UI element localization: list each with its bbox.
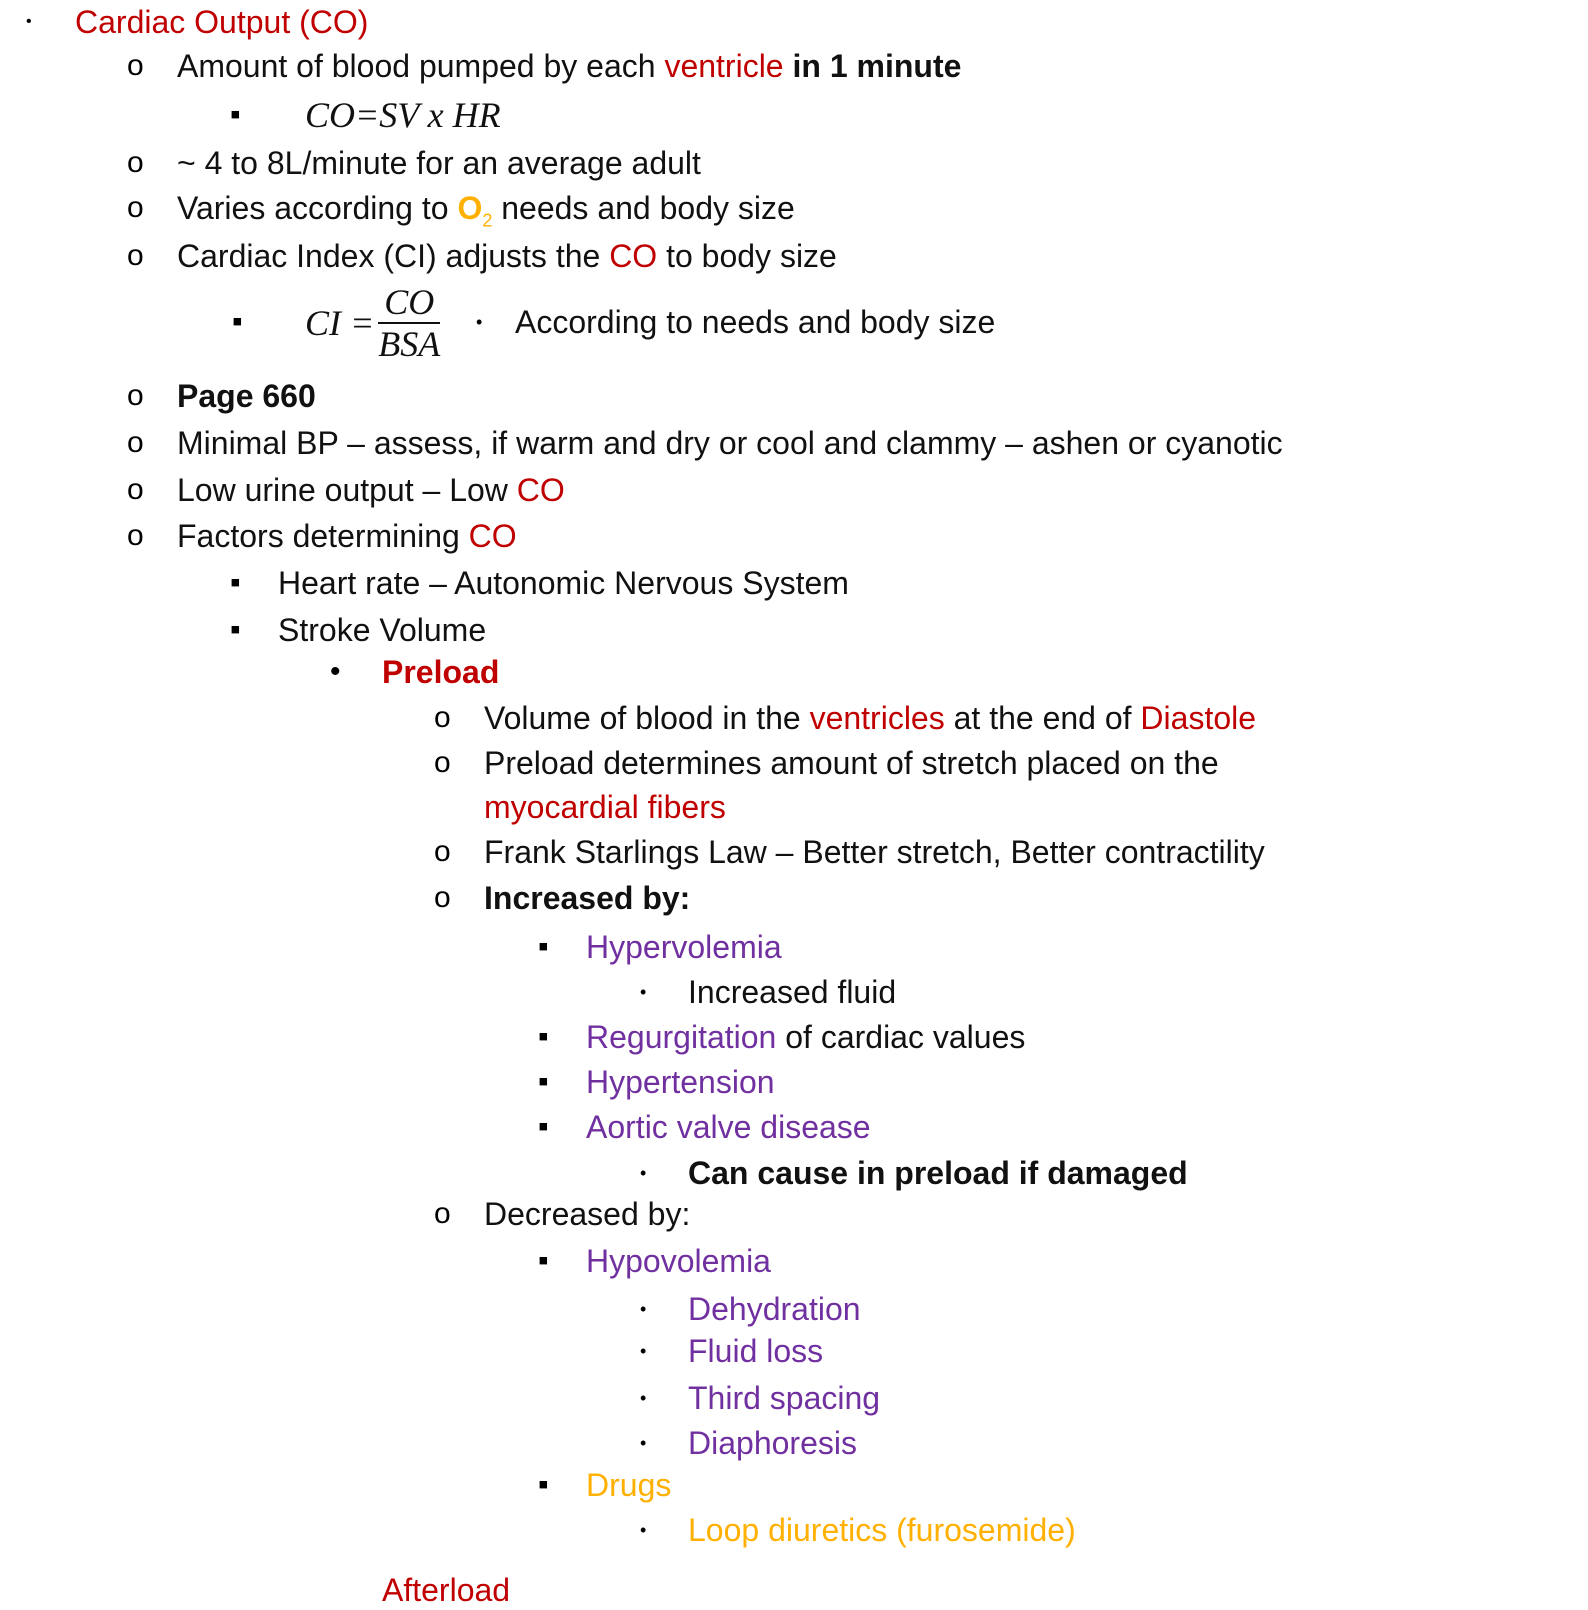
bullet-icon: • (640, 1299, 647, 1319)
text-run: Heart rate – Autonomic Nervous System (278, 565, 849, 601)
outline-item (688, 1153, 1188, 1193)
outline-item (688, 1510, 1076, 1550)
text-run: at the end of (944, 700, 1141, 736)
bullet-icon: o (434, 1197, 451, 1230)
text-run: Regurgitation (586, 1019, 777, 1055)
outline-item (484, 1194, 690, 1234)
outline-item (177, 46, 961, 86)
outline-item (586, 1017, 1025, 1057)
numerator: CO (378, 282, 440, 324)
bullet-icon: ▪ (538, 1065, 549, 1098)
bullet-icon: o (434, 881, 451, 914)
text-run: Diaphoresis (688, 1425, 857, 1461)
text-run: Drugs (586, 1467, 672, 1503)
outline-item (688, 1331, 823, 1371)
text-run: CO (516, 472, 565, 508)
outline-item (586, 927, 782, 967)
cardiac-output-formula: CO=SV x HR (305, 95, 501, 135)
bullet-icon: o (127, 379, 144, 412)
text-run: ventricle (664, 48, 784, 84)
bullet-icon: o (127, 519, 144, 552)
text-run: Diastole (1140, 700, 1257, 736)
bullet-icon: • (640, 982, 647, 1002)
outline-item (177, 143, 701, 183)
text-run: Dehydration (688, 1291, 861, 1327)
cardiac-index-formula (305, 282, 440, 364)
text-run: CO (468, 518, 517, 554)
outline-item (688, 1423, 857, 1463)
outline-item (484, 878, 690, 918)
outline-item (484, 698, 1256, 738)
bullet-icon: o (127, 239, 144, 272)
text-run: Can cause in preload if damaged (688, 1155, 1188, 1191)
text-run: Preload (382, 654, 500, 690)
text-run: Fluid loss (688, 1333, 824, 1369)
outline-item (586, 1107, 871, 1147)
text-run: Cardiac Index (CI) adjusts the (177, 238, 610, 274)
text-run: to body size (657, 238, 837, 274)
text-run: of cardiac values (776, 1019, 1026, 1055)
outline-item (515, 302, 995, 342)
text-run: Hypervolemia (586, 929, 782, 965)
outline-item (688, 972, 896, 1012)
text-run: Aortic valve disease (586, 1109, 871, 1145)
text-run: According to needs and body size (515, 304, 996, 340)
bullet-icon: ▪ (538, 930, 549, 963)
outline-item (75, 2, 368, 42)
outline-item (177, 516, 517, 556)
bullet-icon: o (127, 426, 144, 459)
text-run: Minimal BP – assess, if warm and dry or cool and clammy – ashen or cyanotic (177, 425, 1283, 461)
text-run: Factors determining (177, 518, 469, 554)
outline-item (278, 563, 849, 603)
bullet-icon: ▪ (232, 305, 243, 338)
bullet-icon: ▪ (230, 98, 241, 131)
text-run: Low urine output – Low (177, 472, 517, 508)
text-run: Volume of blood in the (484, 700, 810, 736)
bullet-icon: • (640, 1163, 647, 1183)
text-run: Hypovolemia (586, 1243, 771, 1279)
outline-item (484, 832, 1265, 872)
text-run: CO (609, 238, 658, 274)
text-run: Stroke Volume (278, 612, 487, 648)
text-run: O (457, 190, 483, 226)
bullet-icon: • (330, 655, 341, 688)
text-run: Frank Starlings Law – Better stretch, Better contractility (484, 834, 1265, 870)
bullet-icon: o (127, 191, 144, 224)
bullet-icon: ▪ (538, 1244, 549, 1277)
bullet-icon: • (640, 1520, 647, 1540)
outline-item (688, 1289, 861, 1329)
outline-item (177, 376, 316, 416)
bullet-icon: o (434, 701, 451, 734)
outline-item (278, 610, 486, 650)
text-run: Varies according to (177, 190, 458, 226)
text-run: Afterload (382, 1572, 511, 1608)
outline-item (177, 423, 1283, 463)
outline-item (177, 470, 565, 510)
bullet-icon: • (476, 312, 483, 332)
bullet-icon: o (127, 473, 144, 506)
bullet-icon: ▪ (538, 1020, 549, 1053)
formula-lhs: CI = (305, 303, 375, 343)
text-run: Preload determines amount of stretch placed on the (484, 745, 1219, 781)
bullet-icon: ▪ (538, 1110, 549, 1143)
outline-item (586, 1062, 775, 1102)
denominator: BSA (378, 324, 441, 364)
outline-item (586, 1465, 671, 1505)
text-run: in 1 minute (783, 48, 962, 84)
bullet-icon: ▪ (230, 566, 241, 599)
outline-item (484, 787, 726, 827)
text-run: Increased by: (484, 880, 691, 916)
outline-item (382, 1570, 510, 1610)
outline-item (484, 743, 1219, 783)
bullet-icon: • (640, 1433, 647, 1453)
outline-item (382, 652, 499, 692)
bullet-icon: o (127, 146, 144, 179)
bullet-icon: ▪ (230, 613, 241, 646)
text-run: Loop diuretics (furosemide) (688, 1512, 1076, 1548)
text-run: Decreased by: (484, 1196, 691, 1232)
text-run: 2 (482, 210, 493, 231)
text-run: myocardial fibers (484, 789, 726, 825)
bullet-icon: • (640, 1341, 647, 1361)
outline-item (177, 188, 795, 240)
text-run: ventricles (809, 700, 945, 736)
text-run: Amount of blood pumped by each (177, 48, 665, 84)
bullet-icon: ▪ (538, 1468, 549, 1501)
bullet-icon: o (434, 835, 451, 868)
text-run: Third spacing (688, 1380, 881, 1416)
bullet-icon: • (26, 13, 32, 30)
text-run: Page 660 (177, 378, 316, 414)
bullet-icon: • (640, 1388, 647, 1408)
outline-item (688, 1378, 880, 1418)
bullet-icon: o (127, 49, 144, 82)
fraction (378, 282, 440, 364)
text-run: Increased fluid (688, 974, 897, 1010)
text-run: ~ 4 to 8L/minute for an average adult (177, 145, 701, 181)
outline-item (177, 236, 837, 276)
bullet-icon: o (434, 746, 451, 779)
text-run: Cardiac Output (CO) (75, 4, 369, 40)
text-run: needs and body size (492, 190, 795, 226)
text-run: Hypertension (586, 1064, 775, 1100)
outline-item (586, 1241, 771, 1281)
